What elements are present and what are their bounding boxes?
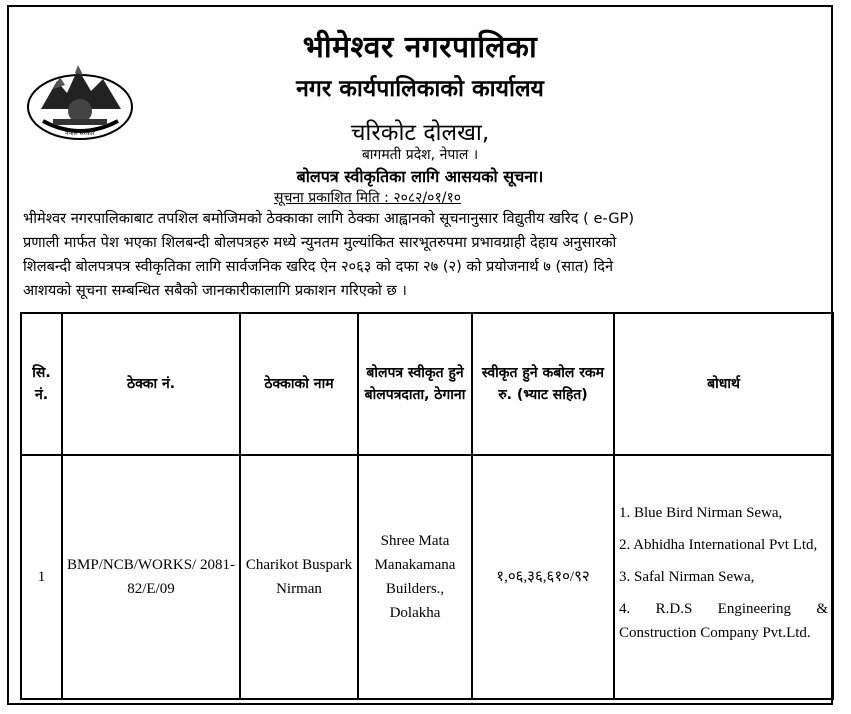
col-header-sn: सि. नं.: [21, 313, 62, 455]
col-header-contract-name: ठेक्काको नाम: [240, 313, 358, 455]
notice-body: [23, 207, 823, 303]
notified-item: 2. Abhidha International Pvt Ltd,: [619, 537, 818, 553]
province-line: बागमती प्रदेश, नेपाल ।: [361, 147, 479, 163]
cell-notified: [614, 455, 833, 699]
notified-item: 4. R.D.S Engineering & Construction Company Pvt.Ltd.: [619, 601, 828, 641]
publish-date: सूचना प्रकाशित मिति : २०८२/०१/१०: [274, 190, 462, 206]
body-line: शिलबन्दी बोलपत्रपत्र स्वीकृतिका लागि सार्वजनिक खरिद ऐन २०६३ को दफा २७ (२) को प्रयोजनार्थ ७ (सात) दिने: [23, 258, 614, 275]
table-header-row: [21, 313, 833, 455]
table-row: [21, 455, 833, 699]
col-header-contract-no: ठेक्का नं.: [62, 313, 240, 455]
body-line: प्रणाली मार्फत पेश भएका शिलबन्दी बोलपत्रहरु मध्ये न्युनतम मुल्यांकित सारभूतरुपमा प्रभावग्राही देहाय अनुसारको: [23, 234, 617, 251]
notified-item: 1. Blue Bird Nirman Sewa,: [619, 505, 783, 521]
office-title: नगर कार्यपालिकाको कार्यालय: [296, 76, 544, 102]
col-header-bidder: बोलपत्र स्वीकृत हुने बोलपत्रदाता, ठेगाना: [358, 313, 472, 455]
emblem-text: नेपाल सरकार: [65, 130, 95, 137]
notice-title: बोलपत्र स्वीकृतिका लागि आसयको सूचना।: [296, 167, 544, 186]
notified-item: 3. Safal Nirman Sewa,: [619, 569, 755, 585]
body-line: आशयको सूचना सम्बन्धित सबैको जानकारीकालागि प्रकाशन गरिएको छ ।: [23, 282, 407, 299]
col-header-amount: स्वीकृत हुने कबोल रकम रु. (भ्याट सहित): [472, 313, 614, 455]
body-line: भीमेश्वर नगरपालिकाबाट तपशिल बमोजिमको ठेक्काका लागि ठेक्का आह्वानको सूचनानुसार विद्युतीय खरिद ( e-GP): [23, 210, 635, 227]
award-table: [20, 312, 834, 700]
cell-amount: १,०६,३६,६१०/९२: [472, 455, 614, 699]
location-title: चरिकोट दोलखा,: [350, 120, 490, 146]
cell-sn: 1: [21, 455, 62, 699]
municipality-title: भीमेश्वर नगरपालिका: [302, 30, 538, 65]
notice-frame: [7, 5, 833, 705]
cell-contract-no: BMP/NCB/WORKS/ 2081-82/E/09: [62, 455, 240, 699]
cell-contract-name: Charikot Buspark Nirman: [240, 455, 358, 699]
col-header-notified: बोधार्थ: [614, 313, 833, 455]
cell-bidder: Shree Mata Manakamana Builders., Dolakha: [358, 455, 472, 699]
